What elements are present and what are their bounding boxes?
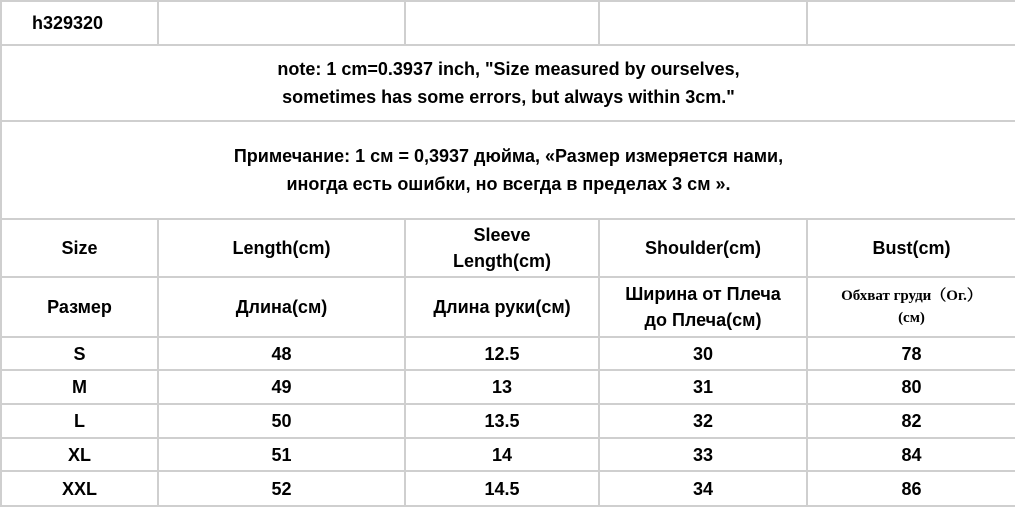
- header-bust-ru-line-2: (см): [898, 310, 925, 326]
- sleeve-cell: 14: [405, 438, 599, 471]
- header-shoulder: Shoulder(cm): [599, 219, 807, 277]
- sleeve-cell: 13: [405, 370, 599, 404]
- header-shoulder-ru: [599, 277, 807, 337]
- table-row: [1, 370, 1015, 404]
- note-russian-line-1: Примечание: 1 см = 0,3937 дюйма, «Размер измеряется нами,: [233, 146, 784, 166]
- empty-cell: [405, 1, 599, 45]
- header-size: Size: [1, 219, 158, 277]
- shoulder-cell: 33: [599, 438, 807, 471]
- header-ru-row: [1, 277, 1015, 337]
- header-length: Length(cm): [158, 219, 405, 277]
- length-cell: 51: [158, 438, 405, 471]
- length-cell: 50: [158, 404, 405, 438]
- table-row: [1, 337, 1015, 370]
- header-bust-ru-line-1: Обхват груди（Ог.）: [841, 288, 982, 304]
- note-russian: [1, 121, 1015, 219]
- header-sleeve-line-1: Sleeve: [473, 225, 531, 245]
- size-cell: XL: [1, 438, 158, 471]
- header-en-row: [1, 219, 1015, 277]
- note-english-line-1: note: 1 cm=0.3937 inch, "Size measured by ourselves,: [277, 59, 740, 79]
- note-english: [1, 45, 1015, 121]
- empty-cell: [599, 1, 807, 45]
- header-bust-ru: [807, 277, 1015, 337]
- bust-cell: 80: [807, 370, 1015, 404]
- product-code-row: [1, 1, 1015, 45]
- length-cell: 48: [158, 337, 405, 370]
- note-ru-row: [1, 121, 1015, 219]
- table-row: [1, 471, 1015, 506]
- header-shoulder-ru-line-2: до Плеча(см): [644, 310, 762, 330]
- product-code: h329320: [1, 1, 158, 45]
- header-sleeve: [405, 219, 599, 277]
- length-cell: 52: [158, 471, 405, 506]
- size-cell: S: [1, 337, 158, 370]
- bust-cell: 84: [807, 438, 1015, 471]
- size-cell: M: [1, 370, 158, 404]
- size-cell: L: [1, 404, 158, 438]
- bust-cell: 86: [807, 471, 1015, 506]
- sleeve-cell: 14.5: [405, 471, 599, 506]
- shoulder-cell: 34: [599, 471, 807, 506]
- empty-cell: [807, 1, 1015, 45]
- bust-cell: 78: [807, 337, 1015, 370]
- table-row: [1, 438, 1015, 471]
- shoulder-cell: 32: [599, 404, 807, 438]
- shoulder-cell: 31: [599, 370, 807, 404]
- sleeve-cell: 13.5: [405, 404, 599, 438]
- note-russian-line-2: иногда есть ошибки, но всегда в пределах 3 см ».: [286, 174, 731, 194]
- sleeve-cell: 12.5: [405, 337, 599, 370]
- header-sleeve-line-2: Length(cm): [453, 251, 551, 271]
- header-sleeve-ru: Длина руки(см): [405, 277, 599, 337]
- size-cell: XXL: [1, 471, 158, 506]
- header-length-ru: Длина(см): [158, 277, 405, 337]
- note-english-line-2: sometimes has some errors, but always within 3cm.": [282, 87, 735, 107]
- shoulder-cell: 30: [599, 337, 807, 370]
- length-cell: 49: [158, 370, 405, 404]
- empty-cell: [158, 1, 405, 45]
- header-size-ru: Размер: [1, 277, 158, 337]
- header-bust: Bust(cm): [807, 219, 1015, 277]
- header-shoulder-ru-line-1: Ширина от Плеча: [625, 284, 781, 304]
- bust-cell: 82: [807, 404, 1015, 438]
- note-en-row: [1, 45, 1015, 121]
- table-row: [1, 404, 1015, 438]
